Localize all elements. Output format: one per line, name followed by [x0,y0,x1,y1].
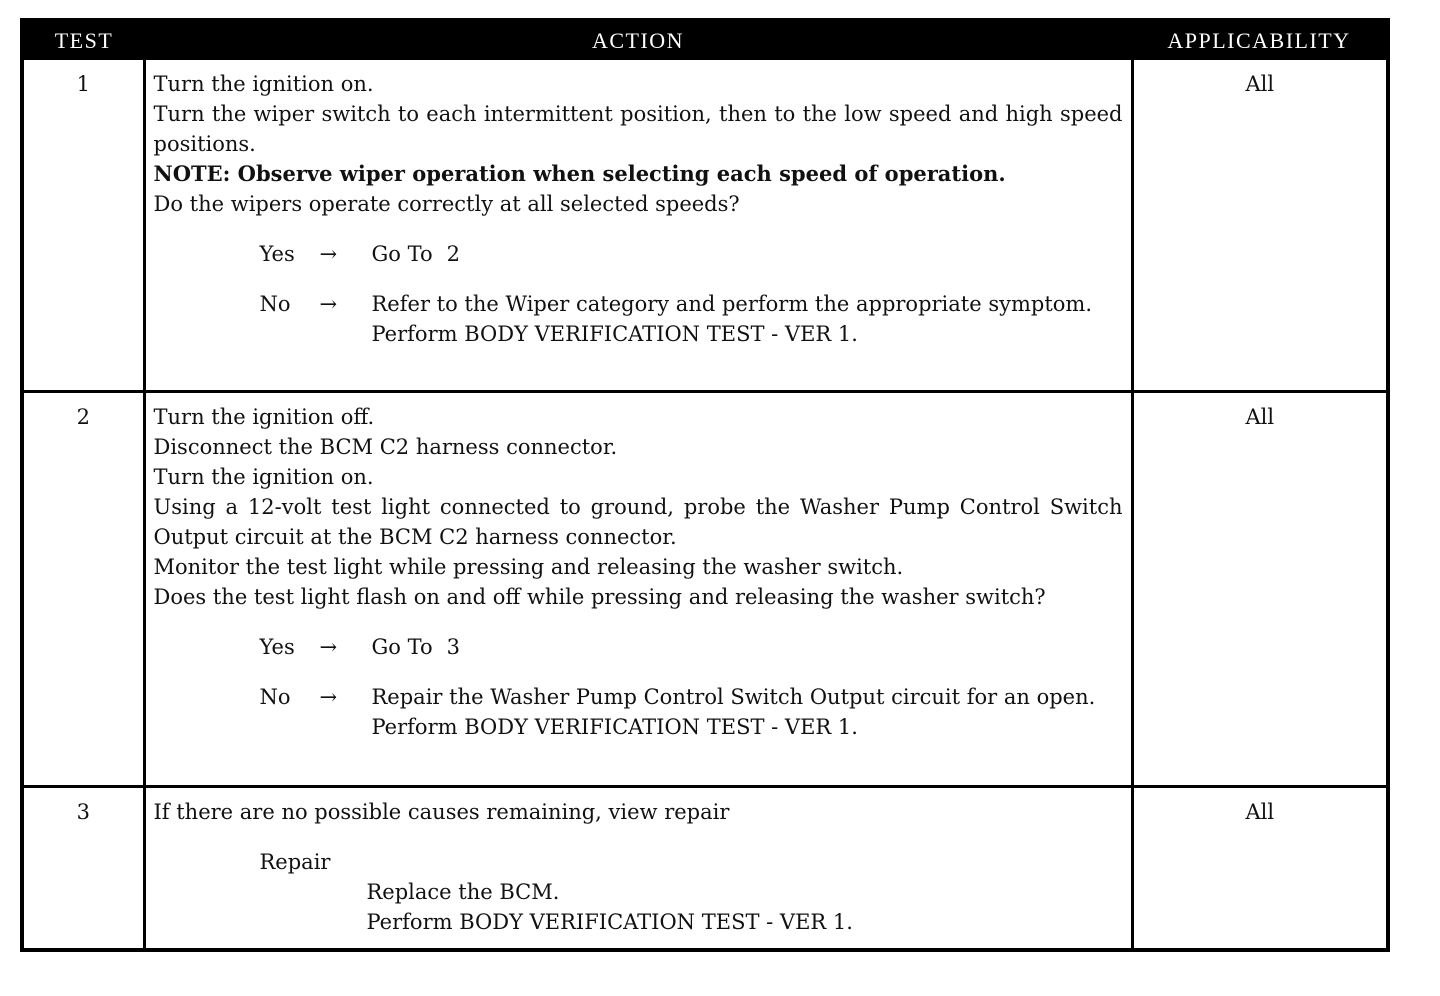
action-line: Turn the wiper switch to each intermittent position, then to the low speed and high speed positions. [153,102,1123,156]
table-row [22,60,1388,392]
action-line: Monitor the test light while pressing and releasing the washer switch. [153,555,904,579]
yes-branch [260,632,1123,662]
applicability-value: All [1132,787,1388,951]
goto-text: Go To [371,635,433,659]
action-line: Disconnect the BCM C2 harness connector. [153,435,618,459]
applicability-value: All [1132,60,1388,392]
no-result [372,682,1123,742]
action-line: Turn the ignition on. [153,72,374,96]
header-applicability: APPLICABILITY [1132,20,1388,60]
action-line: If there are no possible causes remaining, view repair [153,800,730,824]
table-row [22,392,1388,787]
action-line: Turn the ignition on. [153,465,374,489]
yes-label: Yes [259,242,295,266]
goto-result [372,239,1123,269]
yes-branch [260,239,1123,269]
no-label: No [259,685,291,709]
goto-text: Go To [371,242,433,266]
test-number: 2 [22,392,144,787]
arrow-right-icon: → [319,685,338,709]
verification-step: Perform BODY VERIFICATION TEST - VER 1. [371,715,858,739]
arrow-right-icon: → [319,292,338,316]
action-line: Using a 12-volt test light connected to ground, probe the Washer Pump Control Switch Output circuit at the BCM C2 harness connector. [153,495,1123,549]
arrow-right-icon: → [319,242,338,266]
action-cell [144,787,1132,951]
no-label: No [259,292,291,316]
no-result [372,289,1123,349]
action-line: Turn the ignition off. [153,405,375,429]
no-result-text: Refer to the Wiper category and perform the appropriate symptom. [371,292,1093,316]
repair-step: Replace the BCM. [366,880,560,904]
header-test: TEST [22,20,144,60]
goto-result [372,632,1123,662]
action-cell [144,392,1132,787]
no-branch [260,682,1123,742]
verification-step: Perform BODY VERIFICATION TEST - VER 1. [371,322,858,346]
table-row [22,787,1388,951]
arrow-right-icon: → [319,635,338,659]
no-branch [260,289,1123,349]
action-cell [144,60,1132,392]
diagnostic-test-table [20,18,1390,952]
repair-label: Repair [259,850,331,874]
table-header-row [22,20,1388,60]
test-number: 1 [22,60,144,392]
header-action: ACTION [144,20,1132,60]
verification-step: Perform BODY VERIFICATION TEST - VER 1. [366,910,853,934]
yes-label: Yes [259,635,295,659]
action-note: NOTE: Observe wiper operation when selecting each speed of operation. [153,161,1006,186]
goto-step-number: 2 [446,242,460,266]
no-result-text: Repair the Washer Pump Control Switch Output circuit for an open. [371,685,1096,709]
action-question: Does the test light flash on and off while pressing and releasing the washer switch? [153,585,1046,609]
test-number: 3 [22,787,144,951]
applicability-value: All [1132,392,1388,787]
goto-step-number: 3 [446,635,460,659]
action-question: Do the wipers operate correctly at all selected speeds? [153,192,740,216]
repair-steps [367,877,1123,937]
